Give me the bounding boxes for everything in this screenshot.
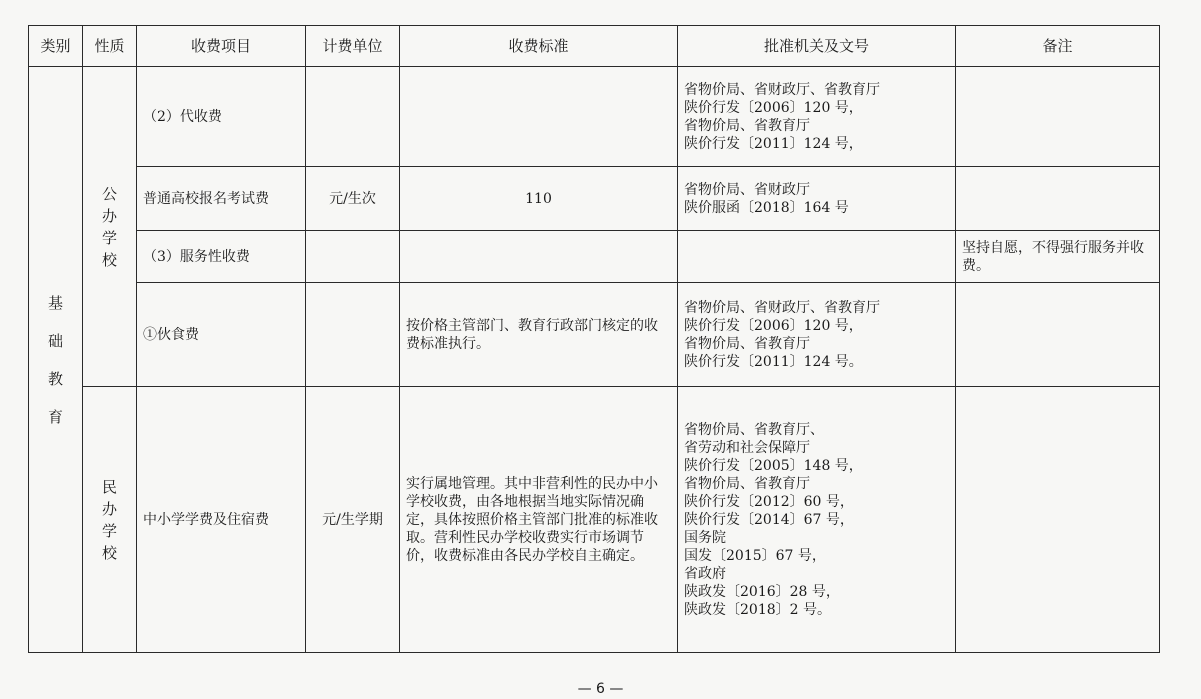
- nature-public-cell: [83, 67, 137, 387]
- table-header-row: [29, 26, 1160, 67]
- category-char: 基: [47, 293, 63, 312]
- header-item: 收费项目: [137, 26, 306, 67]
- standard-cell: 按价格主管部门、教育行政部门核定的收费标准执行。: [400, 283, 678, 387]
- category-char: 育: [47, 407, 63, 426]
- unit-cell: [306, 67, 400, 167]
- nature-char: 公: [101, 184, 117, 203]
- authority-cell: 省物价局、省财政厅 陕价服函〔2018〕164 号: [678, 167, 956, 231]
- standard-cell: [400, 67, 678, 167]
- authority-cell: 省物价局、省财政厅、省教育厅 陕价行发〔2006〕120 号， 省物价局、省教育厅 陕价行发〔2011〕124 号，: [678, 67, 956, 167]
- item-cell: 普通高校报名考试费: [137, 167, 306, 231]
- authority-cell: [678, 231, 956, 283]
- item-cell: （3）服务性收费: [137, 231, 306, 283]
- unit-cell: [306, 231, 400, 283]
- header-unit: 计费单位: [306, 26, 400, 67]
- unit-cell: 元/生学期: [306, 387, 400, 653]
- category-char: 础: [47, 331, 63, 350]
- standard-cell: 110: [400, 167, 678, 231]
- table-row: [29, 387, 1160, 653]
- item-cell: ①伙食费: [137, 283, 306, 387]
- remark-cell: [956, 283, 1160, 387]
- unit-cell: 元/生次: [306, 167, 400, 231]
- header-authority: 批准机关及文号: [678, 26, 956, 67]
- nature-char: 校: [101, 250, 117, 269]
- table-row: [29, 283, 1160, 387]
- nature-char: 学: [101, 521, 117, 540]
- item-cell: （2）代收费: [137, 67, 306, 167]
- nature-private-cell: [83, 387, 137, 653]
- authority-cell: 省物价局、省财政厅、省教育厅 陕价行发〔2006〕120 号， 省物价局、省教育厅 陕价行发〔2011〕124 号。: [678, 283, 956, 387]
- page-number: — 6 —: [577, 681, 624, 697]
- category-cell: [29, 67, 83, 653]
- fee-table: [28, 25, 1160, 653]
- standard-cell: 实行属地管理。其中非营利性的民办中小学校收费，由各地根据当地实际情况确定，具体按照价格主管部门批准的标准收取。营利性民办学校收费实行市场调节价，收费标准由各民办学校自主确定。: [400, 387, 678, 653]
- remark-cell: [956, 67, 1160, 167]
- header-remark: 备注: [956, 26, 1160, 67]
- remark-cell: [956, 167, 1160, 231]
- nature-char: 民: [101, 477, 117, 496]
- table-row: [29, 67, 1160, 167]
- header-nature: 性质: [83, 26, 137, 67]
- header-standard: 收费标准: [400, 26, 678, 67]
- unit-cell: [306, 283, 400, 387]
- remark-cell: 坚持自愿，不得强行服务并收费。: [956, 231, 1160, 283]
- remark-cell: [956, 387, 1160, 653]
- nature-char: 办: [101, 206, 117, 225]
- nature-char: 校: [101, 543, 117, 562]
- item-cell: 中小学学费及住宿费: [137, 387, 306, 653]
- header-category: 类别: [29, 26, 83, 67]
- table-row: [29, 167, 1160, 231]
- category-char: 教: [47, 369, 63, 388]
- standard-cell: [400, 231, 678, 283]
- authority-cell: 省物价局、省教育厅、 省劳动和社会保障厅 陕价行发〔2005〕148 号， 省物价局、省教育厅 陕价行发〔2012〕60 号， 陕价行发〔2014〕67 号， 国务院 国发〔2015〕67 号， 省政府 陕政发〔2016〕28 号， 陕政发〔2018〕2 号。: [678, 387, 956, 653]
- nature-char: 办: [101, 499, 117, 518]
- nature-char: 学: [101, 228, 117, 247]
- table-row: [29, 231, 1160, 283]
